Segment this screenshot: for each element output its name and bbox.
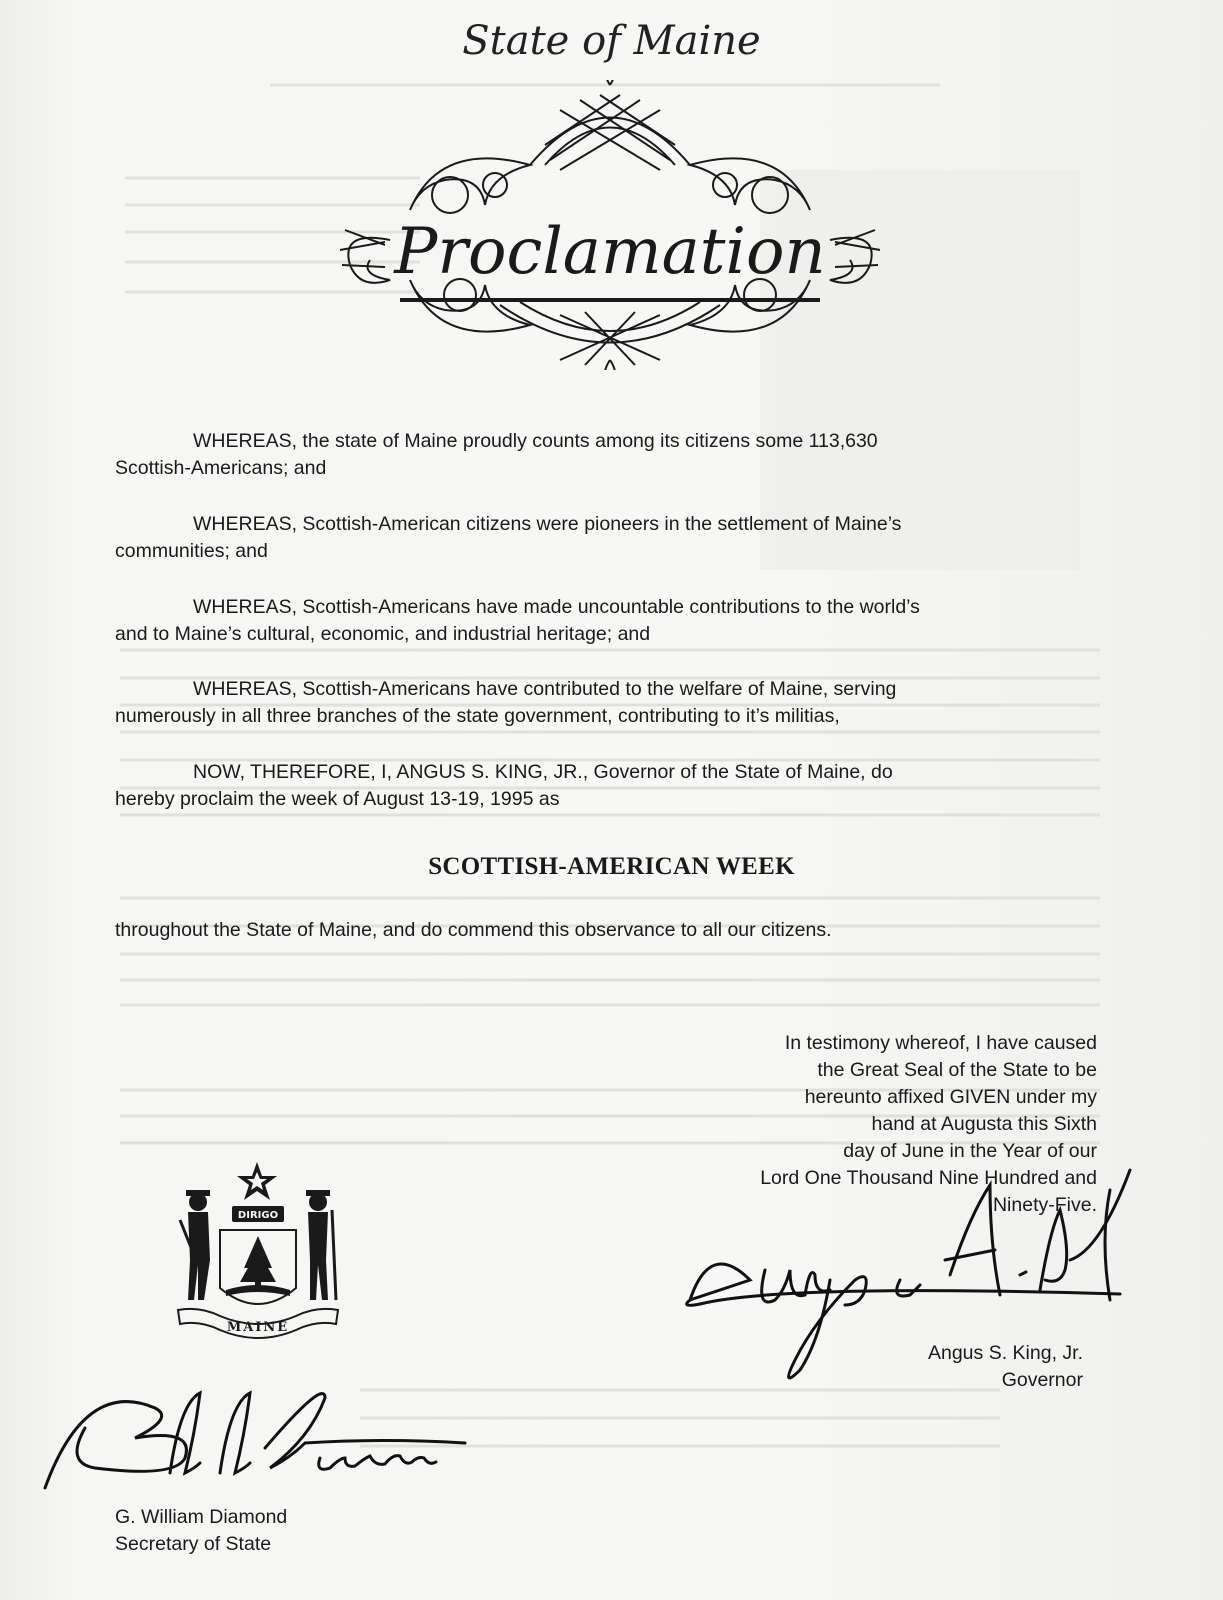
clause-continuation: numerously in all three branches of the state government, contributing to it’s militias, (115, 705, 840, 727)
closing-line: throughout the State of Maine, and do commend this observance to all our citizens. (115, 919, 832, 941)
seal-scroll-text: MAINE (226, 1320, 290, 1335)
calligraphic-flourish (330, 80, 890, 370)
testimony-line: In testimony whereof, I have caused (784, 1032, 1097, 1054)
clause-continuation: hereby proclaim the week of August 13-19, 1995 as (115, 788, 560, 810)
clause-first-line: WHEREAS, the state of Maine proudly counts among its citizens some 113,630 (193, 430, 878, 452)
proclamation-word: Proclamation (394, 215, 826, 289)
secretary-signature (30, 1378, 470, 1498)
governor-name: Angus S. King, Jr. (927, 1342, 1083, 1364)
clause-first-line: WHEREAS, Scottish-Americans have contributed to the welfare of Maine, serving (193, 678, 897, 700)
testimony-line: Lord One Thousand Nine Hundred and (760, 1167, 1097, 1189)
proclamation-ornament (330, 80, 890, 375)
whereas-clause (115, 511, 1065, 565)
clause-continuation: Scottish-Americans; and (115, 457, 327, 479)
clause-first-line: WHEREAS, Scottish-American citizens were pioneers in the settlement of Maine’s (193, 513, 902, 535)
testimony-line: hereunto affixed GIVEN under my (804, 1086, 1097, 1108)
governor-title: Governor (1001, 1369, 1083, 1391)
whereas-clause (115, 676, 1065, 730)
secretary-signature-block (115, 1504, 287, 1558)
testimony-line: the Great Seal of the State to be (817, 1059, 1097, 1081)
governor-signature-block (893, 1340, 1083, 1394)
whereas-clause (115, 428, 1065, 482)
testimony-line: Ninety-Five. (992, 1194, 1097, 1216)
resolution-clause (115, 759, 1065, 813)
testimony-line: day of June in the Year of our (843, 1140, 1097, 1162)
clause-first-line: WHEREAS, Scottish-Americans have made uncountable contributions to the world’s (193, 596, 920, 618)
secretary-title: Secretary of State (115, 1533, 272, 1555)
whereas-clause (115, 594, 1065, 648)
testimony-line: hand at Augusta this Sixth (871, 1113, 1097, 1135)
proclaimed-week-title: SCOTTISH-AMERICAN WEEK (428, 853, 795, 880)
clause-continuation: communities; and (115, 540, 268, 562)
clause-continuation: and to Maine’s cultural, economic, and industrial heritage; and (115, 623, 651, 645)
great-seal-of-maine (170, 1160, 345, 1345)
secretary-name: G. William Diamond (115, 1506, 288, 1528)
seal-emblem (170, 1160, 345, 1340)
state-of-maine-header: State of Maine (462, 18, 761, 64)
seal-banner-text: DIRIGO (237, 1210, 279, 1221)
clause-first-line: NOW, THEREFORE, I, ANGUS S. KING, JR., Governor of the State of Maine, do (193, 761, 893, 783)
